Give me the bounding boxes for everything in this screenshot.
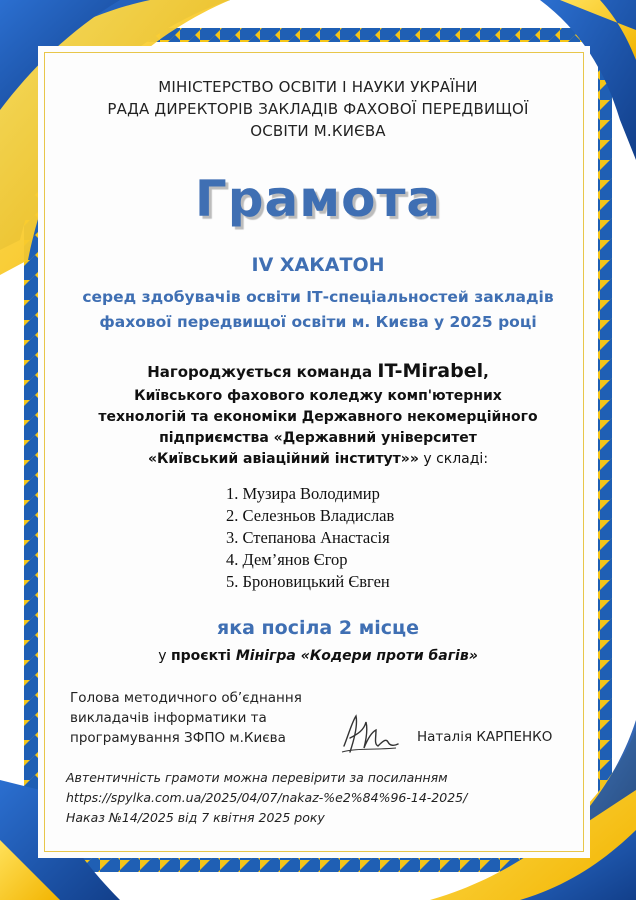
header-line-2: РАДА ДИРЕКТОРІВ ЗАКЛАДІВ ФАХОВОЇ ПЕРЕДВИЩОЇ: [107, 100, 529, 118]
signature-image: [338, 708, 400, 758]
project-prefix: у: [158, 648, 171, 664]
auth-line-1: Автентичність грамоти можна перевірити за посиланням: [66, 770, 448, 785]
place-award: яка посіла 2 місце: [217, 617, 419, 639]
college-line-4: «Київський авіаційний інститут»»: [147, 451, 419, 467]
subtitle-line-2: фахової передвищої освіти м. Києва у 2025 році: [99, 313, 537, 331]
team-name: IT-Mirabel: [377, 360, 484, 382]
list-item: 2. Селезньов Владислав: [226, 506, 395, 525]
ministry-header: [60, 76, 576, 142]
signer-line-2: викладачів інформатики та: [70, 710, 267, 726]
header-line-1: МІНІСТЕРСТВО ОСВІТИ І НАУКИ УКРАЇНИ: [158, 78, 478, 96]
college-line-1: Київського фахового коледжу комп'ютерних: [134, 388, 502, 404]
list-item: 3. Степанова Анастасія: [226, 528, 390, 547]
college-line-2: технологій та економіки Державного некомерційного: [98, 409, 538, 425]
award-prefix: Нагороджується команда: [147, 363, 378, 381]
team-members-list: [226, 483, 394, 593]
college-name: [60, 386, 576, 470]
signer-name: Наталія КАРПЕНКО: [417, 729, 553, 745]
authenticity-note: [66, 768, 467, 828]
event-name: IV ХАКАТОН: [251, 254, 385, 276]
list-item: 1. Музира Володимир: [226, 484, 380, 503]
composition-label: у складі:: [418, 451, 489, 467]
auth-order: Наказ №14/2025 від 7 квітня 2025 року: [66, 810, 325, 825]
auth-link[interactable]: https://spylka.com.ua/2025/04/07/nakaz-%e2%84%96-14-2025/: [66, 790, 468, 805]
award-line: [60, 360, 576, 382]
list-item: 5. Броновицький Євген: [226, 572, 390, 591]
certificate-title: Грамота: [194, 170, 442, 228]
project-label: проєкті: [170, 648, 236, 664]
project-name: Мінігра «Кодери проти багів»: [235, 648, 478, 664]
signer-line-3: програмування ЗФПО м.Києва: [70, 730, 286, 746]
subtitle-line-1: серед здобувачів освіти ІТ-спеціальностей закладів: [82, 288, 554, 306]
project-line: [0, 648, 636, 664]
list-item: 4. Дем’янов Єгор: [226, 550, 348, 569]
signer-title: [70, 688, 302, 748]
college-line-3: підприємства «Державний університет: [159, 430, 477, 446]
event-subtitle: [60, 285, 576, 335]
header-line-3: ОСВІТИ М.КИЄВА: [250, 122, 386, 140]
award-suffix: ,: [483, 363, 489, 381]
signer-line-1: Голова методичного об’єднання: [70, 690, 302, 706]
